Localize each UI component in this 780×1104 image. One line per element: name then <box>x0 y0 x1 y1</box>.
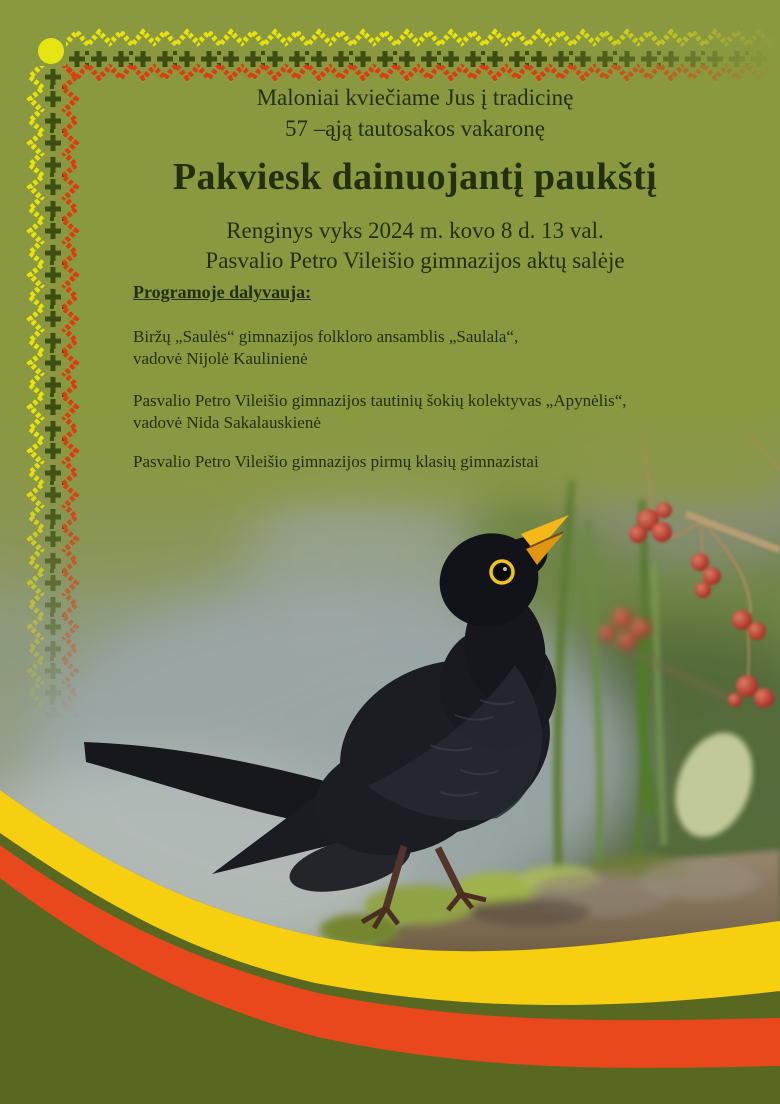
participant-group: Biržų „Saulės“ gimnazijos folkloro ansamblis „Saulala“, <box>133 327 519 346</box>
participant-item <box>133 390 713 434</box>
bird-eye <box>495 565 510 580</box>
participant-group: Pasvalio Petro Vileišio gimnazijos pirmų klasių gimnazistai <box>133 452 539 471</box>
folk-border-top <box>66 27 780 83</box>
participant-leader: vadovė Nijolė Kaulinienė <box>133 349 308 368</box>
event-venue-line: Pasvalio Petro Vileišio gimnazijos aktų salėje <box>205 248 625 273</box>
folk-border-left <box>25 66 81 718</box>
intro-line-2: 57 –ąją tautosakos vakaronę <box>285 116 545 141</box>
event-date-line: Renginys vyks 2024 m. kovo 8 d. 13 val. <box>226 218 604 243</box>
participant-leader: vadovė Nida Sakalauskienė <box>133 413 321 432</box>
participant-item <box>133 451 713 473</box>
program-heading: Programoje dalyvauja: <box>133 282 312 302</box>
intro-line-1: Maloniai kviečiame Jus į tradicinę <box>256 85 574 110</box>
poster-title: Pakviesk dainuojantį paukštį <box>172 156 658 198</box>
yellow-dot <box>38 38 64 64</box>
participant-group: Pasvalio Petro Vileišio gimnazijos tautinių šokių kolektyvas „Apynėlis“, <box>133 391 627 410</box>
participant-item <box>133 326 713 370</box>
